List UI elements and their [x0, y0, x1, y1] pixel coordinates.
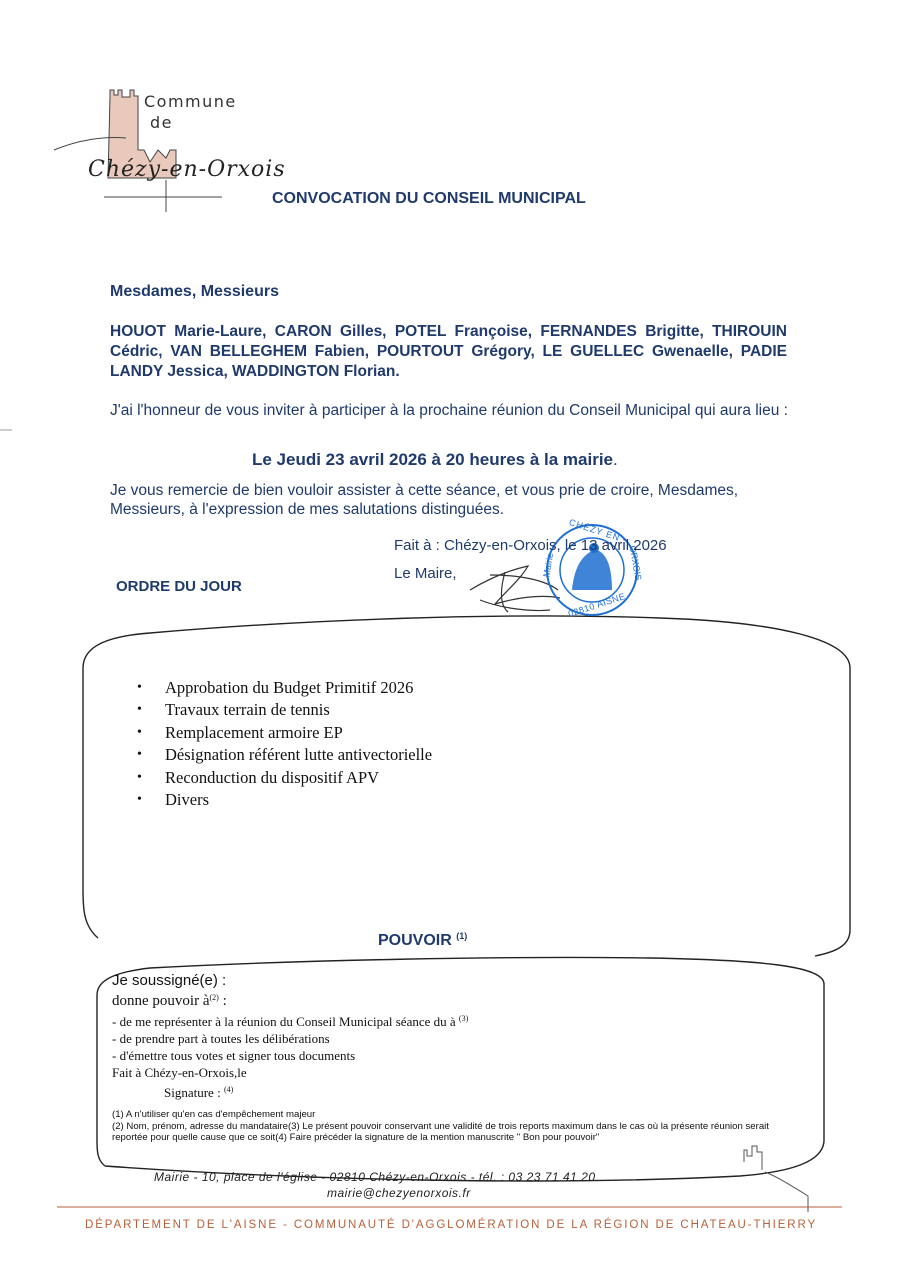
- logo-town-name: Chézy-en-Orxois: [88, 157, 286, 182]
- proxy-line-represent: [112, 1010, 468, 1030]
- proxy-heading: [378, 931, 467, 950]
- proxy-line-votes: - d'émettre tous votes et signer tous documents: [112, 1048, 356, 1063]
- agenda-item: • Approbation du Budget Primitif 2026: [137, 677, 432, 699]
- proxy-line-grant: [112, 989, 468, 1010]
- agenda-heading: ORDRE DU JOUR: [116, 578, 242, 595]
- agenda-item: • Reconduction du dispositif APV: [137, 767, 432, 789]
- meeting-date-end: .: [613, 450, 618, 469]
- footnote-2: (2) Nom, prénom, adresse du mandataire(3) Le présent pouvoir conservant une validité de trois reports maximum dans le cas où la présente réunion serait reportée pour quelle cause que ce soit(4) Faire précéder la signature de la mention manuscrite " Bon pour pouvoir": [112, 1120, 769, 1143]
- meeting-date: [252, 450, 618, 470]
- proxy-heading-text: POUVOIR: [378, 932, 452, 949]
- proxy-line-undersigned: Je soussigné(e) :: [112, 972, 227, 989]
- stamp-left-text: Mairie: [541, 552, 556, 578]
- agenda-item: • Divers: [137, 789, 432, 811]
- agenda-list: [137, 677, 432, 811]
- page-title: CONVOCATION DU CONSEIL MUNICIPAL: [272, 190, 586, 207]
- proxy-represent-text: - de me représenter à la réunion du Conseil Municipal séance du à: [112, 1014, 459, 1029]
- proxy-line-signature: [112, 1081, 468, 1101]
- council-members-list: HOUOT Marie-Laure, CARON Gilles, POTEL Françoise, FERNANDES Brigitte, THIROUIN Cédric, VAN BELLEGHEM Fabien, POURTOUT Grégory, LE GUELLEC Gwenaelle, PADIE LANDY Jessica, WADDINGTON Florian.: [110, 323, 787, 380]
- agenda-item: • Désignation référent lutte antivectorielle: [137, 744, 432, 766]
- footer-email: mairie@chezyenorxois.fr: [327, 1186, 471, 1200]
- proxy-signature-text: Signature :: [164, 1085, 224, 1100]
- proxy-grant-end: :: [218, 993, 227, 1009]
- footnote-1: (1) A n'utiliser qu'en cas d'empêchement majeur: [112, 1109, 316, 1120]
- greeting: Mesdames, Messieurs: [110, 283, 279, 300]
- meeting-date-text: Le Jeudi 23 avril 2026 à 20 heures à la mairie: [252, 450, 614, 469]
- closing-text: Je vous remercie de bien vouloir assister à cette séance, et vous prie de croire, Mesdames, Messieurs, à l'expression de mes salutations distinguées.: [110, 482, 739, 518]
- signed-at: Fait à : Chézy-en-Orxois, le 13 avril 2026: [394, 537, 667, 554]
- proxy-form: [112, 972, 468, 1101]
- footer-department: DÉPARTEMENT DE L'AISNE - COMMUNAUTÉ D'AGGLOMÉRATION DE LA RÉGION DE CHATEAU-THIERRY: [85, 1219, 818, 1231]
- proxy-grant-text: donne pouvoir à: [112, 993, 210, 1009]
- footnotes: [112, 1109, 772, 1144]
- logo-commune-text: Commune: [144, 92, 237, 111]
- stamp-top-text: CHÉZY EN: [567, 517, 622, 543]
- logo-de-text: de: [150, 113, 173, 132]
- proxy-line-deliberations: - de prendre part à toutes les délibérations: [112, 1031, 330, 1046]
- proxy-heading-note: (1): [456, 931, 468, 941]
- mayor-label: Le Maire,: [394, 565, 457, 582]
- proxy-grant-note: (2): [209, 993, 219, 1002]
- invitation-text: J'ai l'honneur de vous inviter à participer à la prochaine réunion du Conseil Municipal qui aura lieu :: [110, 402, 788, 419]
- proxy-line-place: Fait à Chézy-en-Orxois,le: [112, 1065, 247, 1080]
- stamp-bottom-text: 02810 AISNE: [566, 591, 627, 619]
- agenda-item: • Travaux terrain de tennis: [137, 699, 432, 721]
- stamp-right-text: ORXOIS: [627, 544, 644, 582]
- proxy-signature-note: (4): [223, 1085, 234, 1094]
- proxy-represent-note: (3): [458, 1014, 469, 1023]
- footer-castle-icon: [744, 1146, 762, 1170]
- agenda-item: • Remplacement armoire EP: [137, 722, 432, 744]
- footer-address: Mairie - 10, place de l'église - 02810 Chézy-en-Orxois - tél. : 03 23 71 41 20: [154, 1170, 596, 1184]
